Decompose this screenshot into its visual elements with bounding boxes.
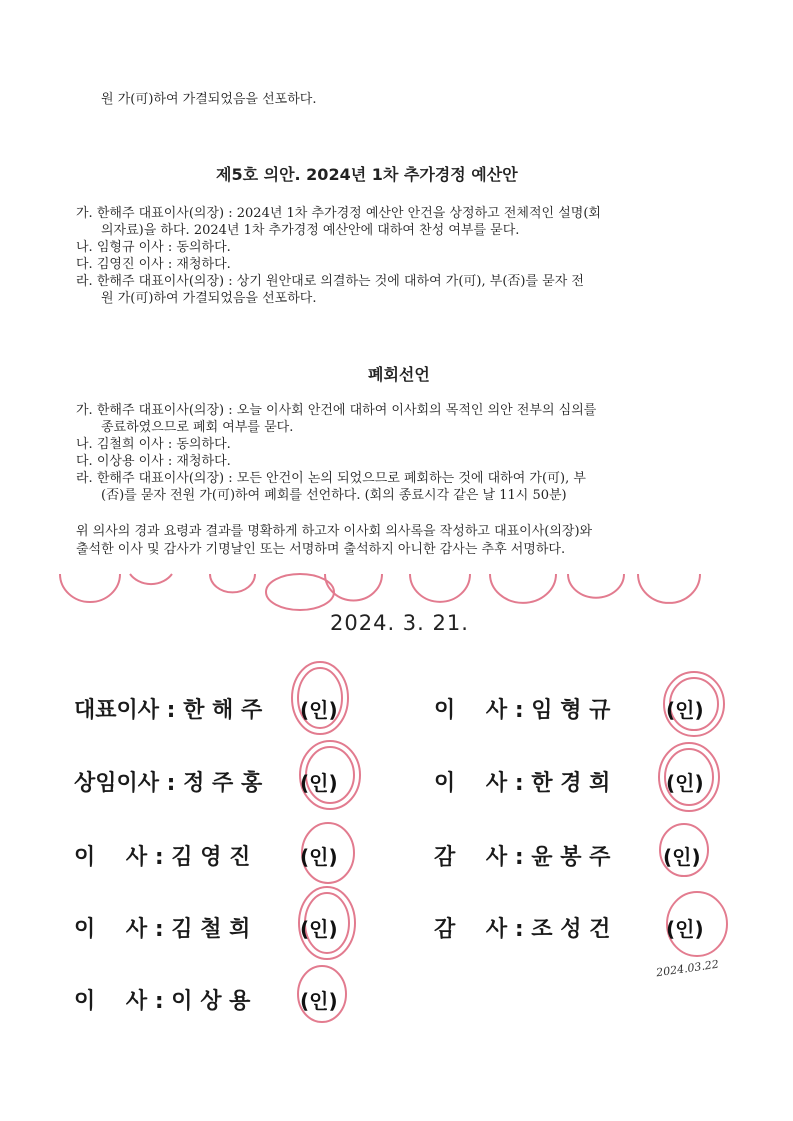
closing-line-1: 가. 한해주 대표이사(의장) : 오늘 이사회 안건에 대하여 이사회의 목적인 의안 전부의 심의를	[76, 403, 597, 418]
item5-line-5: 라. 한해주 대표이사(의장) : 상기 원안대로 의결하는 것에 대하여 가(可), 부(否)를 묻자 전	[76, 274, 584, 289]
meeting-date: 2024. 3. 21.	[330, 611, 469, 635]
signatory-title: 감 사	[434, 845, 508, 870]
signatory-name: 한 경 희	[531, 771, 611, 796]
closing-line-2: 종료하였으므로 폐회 여부를 묻다.	[101, 420, 294, 435]
seal-mark: (인)	[666, 917, 704, 941]
signatory-title: 이 사	[74, 917, 148, 942]
signatory-name: 한 해 주	[183, 698, 263, 723]
item5-title: 제5호 의안. 2024년 1차 추가경정 예산안	[216, 165, 518, 184]
signatory-4: 이 사 : 한 경 희	[434, 771, 611, 796]
signatory-8: 감 사 : 조 성 건	[434, 917, 611, 942]
intro-line: 원 가(可)하여 가결되었음을 선포하다.	[101, 92, 317, 107]
signatory-6: 감 사 : 윤 봉 주	[434, 845, 611, 870]
signatory-title: 이 사	[434, 771, 508, 796]
seal-mark: (인)	[300, 989, 338, 1013]
signatory-5: 이 사 : 김 영 진	[74, 845, 251, 870]
seal-mark: (인)	[666, 771, 704, 795]
signatory-title: 감 사	[434, 917, 508, 942]
item5-line-4: 다. 김영진 이사 : 재청하다.	[76, 257, 231, 272]
tally-seal-6	[410, 574, 470, 602]
tally-seal-5	[325, 574, 382, 600]
signatory-name: 윤 봉 주	[531, 845, 611, 870]
signatory-name: 김 영 진	[171, 845, 251, 870]
closing-line-4: 다. 이상용 이사 : 재청하다.	[76, 454, 231, 469]
signatory-name: 이 상 용	[171, 989, 251, 1014]
seal-mark: (인)	[666, 698, 704, 722]
tally-seal-7	[490, 574, 556, 603]
seal-mark: (인)	[300, 771, 338, 795]
signatory-title: 이 사	[434, 698, 508, 723]
item5-line-3: 나. 임형규 이사 : 동의하다.	[76, 240, 231, 255]
signatory-name: 임 형 규	[531, 698, 611, 723]
tally-seal-3	[210, 574, 255, 592]
conclusion-line-2: 출석한 이사 및 감사가 기명날인 또는 서명하며 출석하지 아니한 감사는 추후 서명하다.	[76, 542, 566, 557]
closing-line-3: 나. 김철희 이사 : 동의하다.	[76, 437, 231, 452]
signatory-1: 대표이사 : 한 해 주	[74, 698, 263, 723]
seal-mark: (인)	[300, 917, 338, 941]
item5-line-6: 원 가(可)하여 가결되었음을 선포하다.	[101, 291, 317, 306]
signatory-2: 이 사 : 임 형 규	[434, 698, 611, 723]
signatory-name: 정 주 홍	[183, 771, 263, 796]
tally-seal-1	[60, 574, 120, 602]
tally-seal-4	[266, 574, 334, 610]
conclusion-line-1: 위 의사의 경과 요령과 결과를 명확하게 하고자 이사회 의사록을 작성하고 대표이사(의장)와	[76, 524, 593, 539]
signatory-9: 이 사 : 이 상 용	[74, 989, 251, 1014]
seal-mark: (인)	[663, 845, 701, 869]
handwritten-date: 2024.03.22	[655, 957, 720, 980]
signatory-title: 이 사	[74, 845, 148, 870]
tally-seal-9	[638, 574, 700, 603]
signatory-3: 상임이사 : 정 주 홍	[74, 771, 263, 796]
item5-line-1: 가. 한해주 대표이사(의장) : 2024년 1차 추가경정 예산안 안건을 상정하고 전체적인 설명(회	[76, 206, 601, 221]
signatory-title: 이 사	[74, 989, 148, 1014]
seal-mark: (인)	[300, 845, 338, 869]
tally-seal-2	[130, 574, 172, 584]
signatory-title: 대표이사	[74, 698, 160, 723]
seal-mark: (인)	[300, 698, 338, 722]
closing-title: 폐회선언	[368, 365, 430, 384]
signatory-7: 이 사 : 김 철 희	[74, 917, 251, 942]
signatory-title: 상임이사	[74, 771, 160, 796]
closing-line-5: 라. 한해주 대표이사(의장) : 모든 안건이 논의 되었으므로 폐회하는 것에 대하여 가(可), 부	[76, 471, 586, 486]
item5-line-2: 의자료)을 하다. 2024년 1차 추가경정 예산안에 대하여 찬성 여부를 묻다.	[101, 223, 520, 238]
tally-seal-8	[568, 574, 624, 598]
signatory-name: 조 성 건	[531, 917, 611, 942]
closing-line-6: (否)를 묻자 전원 가(可)하여 폐회를 선언하다. (회의 종료시각 같은 날 11시 50분)	[101, 488, 567, 503]
signatory-name: 김 철 희	[171, 917, 251, 942]
